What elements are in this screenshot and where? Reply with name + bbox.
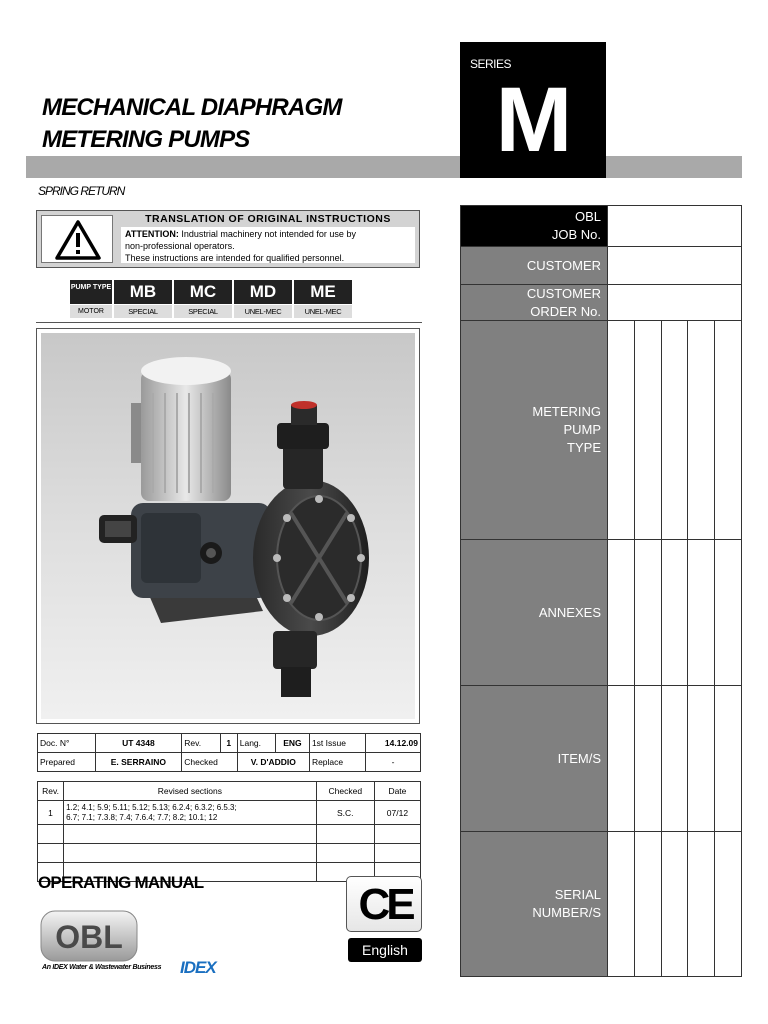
metering-line-1: METERING <box>532 404 601 419</box>
doc-no-label: Doc. N° <box>38 734 96 753</box>
pump-type-me: ME <box>294 280 352 304</box>
product-photo-frame <box>36 328 420 724</box>
motor-mb: SPECIAL <box>114 305 172 318</box>
checked-label: Checked <box>182 753 237 772</box>
document-title <box>42 92 342 156</box>
checked-cell: S.C. <box>316 801 374 825</box>
serial-line-2: NUMBER/S <box>532 905 601 920</box>
replace-label: Replace <box>309 753 365 772</box>
title-line-1: MECHANICAL DIAPHRAGM <box>42 94 342 121</box>
serial-numbers-row <box>461 831 741 976</box>
ce-mark-text: CE <box>358 880 412 929</box>
warning-triangle-icon <box>54 219 102 261</box>
motor-md: UNEL-MEC <box>234 305 292 318</box>
items-label-text: ITEM/S <box>557 750 601 766</box>
obl-logo <box>40 910 138 962</box>
obl-job-value[interactable] <box>607 206 741 246</box>
items-grid[interactable] <box>607 686 741 831</box>
lang-value: ENG <box>275 734 309 753</box>
annexes-grid[interactable] <box>607 540 741 685</box>
checked-col-header: Checked <box>316 782 374 801</box>
warning-line-3: These instructions are intended for qualified personnel. <box>125 253 345 263</box>
items-row <box>461 685 741 831</box>
divider <box>36 322 422 323</box>
document-info-table <box>37 733 421 772</box>
motor-mc: SPECIAL <box>174 305 232 318</box>
date-cell: 07/12 <box>374 801 420 825</box>
annexes-label <box>461 540 607 685</box>
obl-job-line-2: JOB No. <box>551 227 601 242</box>
sections-line-1: 1.2; 4.1; 5.9; 5.11; 5.12; 5.13; 6.2.4; 6.3.2; 6.5.3; <box>66 802 237 812</box>
items-label <box>461 686 607 831</box>
ce-mark <box>346 876 422 932</box>
metering-pump-type-label <box>461 321 607 539</box>
prepared-label: Prepared <box>38 753 96 772</box>
motor-me: UNEL-MEC <box>294 305 352 318</box>
metering-pump-type-grid[interactable] <box>607 321 741 539</box>
product-photo <box>41 333 415 719</box>
customer-order-value[interactable] <box>607 285 741 320</box>
warning-heading: TRANSLATION OF ORIGINAL INSTRUCTIONS <box>145 213 391 225</box>
rev-label: Rev. <box>182 734 220 753</box>
customer-order-label <box>461 285 607 320</box>
rev-value: 1 <box>220 734 237 753</box>
customer-value[interactable] <box>607 247 741 284</box>
annexes-row <box>461 539 741 685</box>
warning-box <box>36 210 420 268</box>
customer-order-line-2: ORDER No. <box>530 303 601 319</box>
date-col-header: Date <box>374 782 420 801</box>
warning-line-2: non-professional operators. <box>125 241 235 251</box>
table-row <box>38 844 421 863</box>
operating-manual-heading: OPERATING MANUAL <box>38 873 204 892</box>
idex-logo: IDEX <box>180 958 216 977</box>
language-badge: English <box>348 938 422 962</box>
series-box <box>460 42 606 178</box>
attention-label: ATTENTION: <box>125 229 179 239</box>
annexes-label-text: ANNEXES <box>538 604 601 620</box>
obl-job-row <box>461 206 741 246</box>
pump-type-header: PUMP TYPE <box>70 280 112 304</box>
serial-numbers-label <box>461 832 607 976</box>
sections-col-header: Revised sections <box>64 782 317 801</box>
metering-line-2: PUMP <box>563 422 601 437</box>
serial-line-1: SERIAL <box>554 887 601 902</box>
rev-col-header: Rev. <box>38 782 64 801</box>
obl-job-line-1: OBL <box>574 209 601 224</box>
warning-icon-cell <box>41 215 113 263</box>
customer-label <box>461 247 607 284</box>
motor-header: MOTOR <box>70 305 112 318</box>
warning-line-1: Industrial machinery not intended for use by <box>181 229 356 239</box>
subtitle: SPRING RETURN <box>38 184 125 198</box>
obl-logo-text: OBL <box>55 919 123 955</box>
revisions-table <box>37 781 421 882</box>
warning-body <box>121 227 415 263</box>
series-label: SERIES <box>470 57 512 71</box>
pump-type-mb: MB <box>114 280 172 304</box>
idex-tagline: An IDEX Water & Wastewater Business <box>42 964 162 971</box>
table-row <box>38 801 421 825</box>
metering-pump-type-row <box>461 320 741 539</box>
lang-label: Lang. <box>237 734 275 753</box>
header-grey-band <box>26 156 742 178</box>
job-info-panel <box>460 205 742 977</box>
customer-row <box>461 246 741 284</box>
replace-value: - <box>366 753 421 772</box>
sections-cell <box>64 801 317 825</box>
obl-job-label <box>461 206 607 246</box>
pump-type-mc: MC <box>174 280 232 304</box>
metering-pump-illustration <box>41 333 415 719</box>
series-letter: M <box>495 69 571 171</box>
table-row <box>38 825 421 844</box>
sections-line-2: 6.7; 7.1; 7.3.8; 7.4; 7.6.4; 7.7; 8.2; 10.1; 12 <box>66 812 218 822</box>
customer-label-text: CUSTOMER <box>526 257 601 273</box>
customer-order-row <box>461 284 741 320</box>
pump-type-md: MD <box>234 280 292 304</box>
pump-type-table <box>70 280 352 318</box>
title-line-2: METERING PUMPS <box>42 126 250 153</box>
doc-no-value: UT 4348 <box>95 734 182 753</box>
customer-order-line-1: CUSTOMER <box>526 285 601 301</box>
first-issue-value: 14.12.09 <box>366 734 421 753</box>
prepared-value: E. SERRAINO <box>95 753 182 772</box>
metering-line-3: TYPE <box>567 440 601 455</box>
checked-value: V. D'ADDIO <box>237 753 309 772</box>
serial-numbers-grid[interactable] <box>607 832 741 976</box>
rev-cell: 1 <box>38 801 64 825</box>
first-issue-label: 1st Issue <box>309 734 365 753</box>
